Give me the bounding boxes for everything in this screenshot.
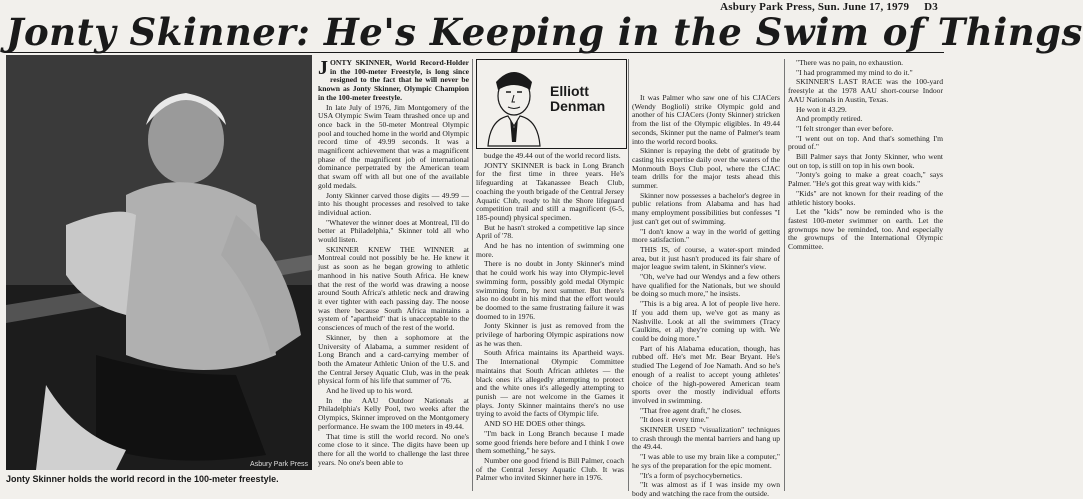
article-paragraph: "Jonty's going to make a great coach," says Palmer. "He's got this great way with kids." <box>788 170 943 189</box>
article-paragraph: And he lived up to his word. <box>326 386 413 396</box>
swimmer-photo <box>6 55 312 470</box>
article-column-4 <box>788 59 943 491</box>
article-paragraph: Let the "kids" now be reminded who is the fastest 100-meter swimmer on earth. Let the grownups now be reminded, too. And especially the grownups of the International Olympic Committee. <box>788 207 943 252</box>
column-4-body <box>788 59 943 252</box>
article-paragraph: "There was no pain, no exhaustion. <box>796 58 904 67</box>
article-paragraph: South Africa maintains its Apartheid ways. The International Olympic Committee maintains that South African athletes — the black ones it's allegedly attempting to protect and the white ones it's allegedly attempting to punish — are not welcome in the Games it plays. Jonty Skinner maintains there's no use trying to avoid the facts of Olympic life. <box>476 348 624 419</box>
columnist-last-name: Denman <box>550 98 606 114</box>
article-paragraph: That time is still the world record. No one's come close to it since. The digits have been up there for all the world to challenge the last three years. No one's been able to <box>318 431 469 467</box>
article-paragraph: "I'm back in Long Branch because I made some good friends here before and I think I owe them something," he says. <box>476 428 624 456</box>
article-paragraph: In late July of 1976, Jim Montgomery of the USA Olympic Swim Team thrashed once up and once back in the 50-meter Montreal Olympic pool and touched home in the world and Olympic record time of 49.99 seconds. It was a magnificent achievement that was a magnificent phase of the magnificent job of international dominance perpetrated by the American team that swam off with all but one of the available gold medals. <box>318 102 469 190</box>
article-paragraph: "I felt stronger than ever before. <box>796 123 894 133</box>
article-paragraph: Number one good friend is Bill Palmer, coach of the Central Jersey Aquatic Club. It was Palmer who invited Skinner here in 1976. <box>476 455 624 483</box>
column-divider <box>784 59 785 491</box>
article-paragraph: Skinner now possesses a bachelor's degree in public relations from Alabama and has had many employment possibilities but confesses "I just can't get out of swimming. <box>632 190 780 226</box>
drop-cap: J <box>318 57 328 79</box>
article-paragraph: SKINNER'S LAST RACE was the 100-yard freestyle at the 1978 AAU short-course Indoor AAU Nationals in Austin, Texas. <box>788 77 943 104</box>
column-2-body <box>476 152 624 483</box>
article-paragraph: SKINNER KNEW THE WINNER at Montreal could not possibly be he. He knew it just as soon as he began growing to athletic manhood in his native South Africa. He knew that the rest of the world was drawing a noose around South Africa's athletic neck and drawing it ever tighter with each passing day. The noose was there because South Africa maintains a system of "apartheid" that is unacceptable to the consciences of much of the rest of the world. <box>318 244 469 333</box>
article-paragraph: Part of his Alabama education, though, has rubbed off. He's met Mr. Bear Bryant. He's studied The Legend of Joe Namath. And so he's enough of a realist to accept young athletes' choice of the high-powered American team sports over the mostly individual efforts involved in swimming. <box>632 343 780 405</box>
column-3-body <box>632 94 780 499</box>
article-paragraph: And he has no intention of swimming one more. <box>476 241 624 259</box>
columnist-byline <box>476 59 627 149</box>
headline-rule <box>6 52 944 53</box>
article-paragraph: Bill Palmer says that Jonty Skinner, who went out on top, is still on top in his own book. <box>788 152 943 170</box>
page-number: D3 <box>924 1 938 13</box>
columnist-name <box>550 84 605 114</box>
article-paragraph: "Oh, we've had our Wendys and a few others have qualified for the Nationals, but we should be doing so much more," he insists. <box>632 272 780 299</box>
article-paragraph: JONTY SKINNER is back in Long Branch for the first time in three years. He's lifeguarding at Takanassee Beach Club, coaching the youth brigade of the Central Jersey Aquatic Club, ready to hit the Shore lifeguard competition trail and still a magnificent (6-5, 185-pound) physical specimen. <box>476 160 624 222</box>
article-paragraph: "This is a big area. A lot of people live here. If you add them up, we've got as many as Nashville. Look at all the swimmers (Tracy Caulkins, et al) they're coming up with. We could be doing more." <box>632 299 780 343</box>
column-divider <box>628 59 629 491</box>
article-paragraph: "Kids" are not known for their reading of the athletic history books. <box>788 188 943 207</box>
photo-credit: Asbury Park Press <box>250 461 308 468</box>
headline: Jonty Skinner: He's Keeping in the Swim of Things <box>6 10 1083 54</box>
article-paragraph: "It's a form of psychocybernetics. <box>640 470 743 480</box>
article-column-2 <box>476 152 624 492</box>
article-paragraph: "That free agent draft," he closes. <box>640 405 742 415</box>
article-paragraph: Jonty Skinner carved those digits — 49.99 — into his thought processes and resolved to take individual action. <box>318 190 469 217</box>
column-1-body <box>318 59 469 467</box>
columnist-first-name: Elliott <box>550 83 589 99</box>
article-paragraph: ONTY SKINNER, World Record-Holder in the 100-meter Freestyle, is long since resigned to the fact that he will never be known as Jonty Skinner, Olympic Champion in the 100-meter freestyle. <box>318 58 469 102</box>
article-paragraph: In the AAU Outdoor Nationals at Philadelphia's Kelly Pool, two weeks after the Olympics, Skinner improved on the Montgomery performance. He swam the 100 meters in 49.44. <box>318 395 469 431</box>
article-paragraph: And promptly retired. <box>796 114 863 124</box>
swimmer-figure <box>6 55 312 470</box>
article-paragraph: SKINNER USED "visualization" techniques to crash through the mental barriers and hang up the 49.44. <box>632 425 780 452</box>
article-column-1 <box>318 59 469 491</box>
article-paragraph: "It does it every time." <box>640 415 709 425</box>
photo-caption: Jonty Skinner holds the world record in the 100-meter freestyle. <box>6 474 279 484</box>
article-paragraph: budge the 49.44 out of the world record lists. <box>484 151 621 160</box>
column-divider <box>472 59 473 491</box>
article-paragraph: It was Palmer who saw one of his CJACers (Wendy Boglioli) strike Olympic gold and another of his CJACers (Jonty Skinner) stricken from the list of the Olympic eligibles. In 49.44 seconds, Skinner put the name of Palmer's team into the world record books. <box>632 93 780 146</box>
article-column-3 <box>632 93 780 498</box>
article-paragraph: There is no doubt in Jonty Skinner's mind that he could work his way into Olympic-level swimming form, possibly gold medal Olympic swimming form, by next summer. But there's also no doubt in his mind that the effort would be doomed to the same frustrating failure it was doomed to in 1976. <box>476 259 624 321</box>
article-paragraph: AND SO HE DOES other things. <box>484 419 586 429</box>
article-paragraph: Skinner, by then a sophomore at the University of Alabama, a summer resident of Long Branch and a card-carrying member of both the Amateur Athletic Union of the U.S. and the Central Jersey Aquatic Club, was in the peak physical form of his life that summer of '76. <box>318 332 469 386</box>
article-paragraph: "It was almost as if I was inside my own body and watching the race from the outside. <box>632 480 780 498</box>
article-paragraph: "I was able to use my brain like a computer," he sys of the preparation for the epic moment. <box>632 452 780 470</box>
columnist-portrait <box>482 62 546 146</box>
article-paragraph: "I don't know a way in the world of getting more satisfaction." <box>632 226 780 245</box>
article-paragraph: "Whatever the winner does at Montreal, I'll do better at Philadelphia," Skinner told all who would listen. <box>318 217 469 245</box>
article-paragraph: Skinner is repaying the debt of gratitude by casting his expertise daily over the waters of the Monmouth Boys Club pool, where the CJAC team drills for the major tests ahead this summer. <box>632 146 780 191</box>
article-paragraph: "I had programmed my mind to do it." <box>796 67 913 77</box>
article-paragraph: He won it 43.29. <box>796 104 847 114</box>
masthead-paper: Asbury Park Press, Sun. June 17, 1979 <box>720 1 910 13</box>
article-paragraph: THIS IS, of course, a water-sport minded area, but it just hasn't produced its fair share of major league swim talent, in Skinner's view. <box>632 244 780 272</box>
article-paragraph: "I went out on top. And that's something I'm proud of." <box>788 133 943 152</box>
article-paragraph: But he hasn't stroked a competitive lap since April of '78. <box>476 222 624 241</box>
article-paragraph: Jonty Skinner is just as removed from the privilege of harboring Olympic aspirations now as he was then. <box>476 321 624 348</box>
